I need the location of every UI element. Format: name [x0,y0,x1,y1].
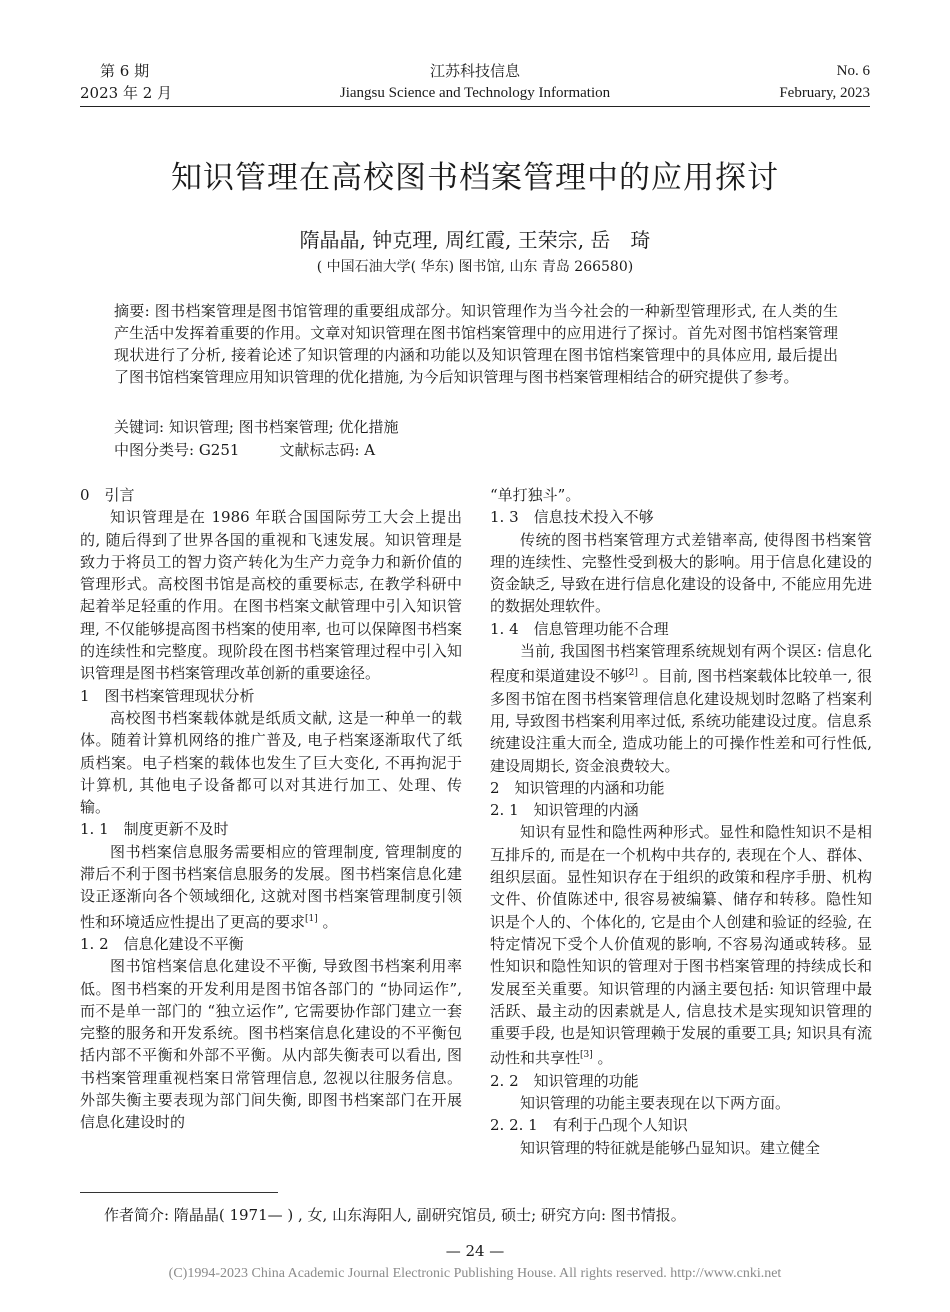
section-heading: 2 知识管理的内涵和功能 [490,778,665,797]
classification-code: 中图分类号: G251 [114,441,240,459]
citation-ref: [1] [305,913,318,924]
paragraph: 传统的图书档案管理方式差错率高, 使得图书档案管理的连续性、完整性受到极大的影响。用于信息化建设的资金缺乏, 导致在进行信息化建设的设备中, 不能应用先进的数据处理软件。 [490,530,872,616]
header-date-cn: 2023 年 2 月 [80,84,173,102]
subsection-heading: 1. 3 信息技术投入不够 [490,508,654,527]
citation-ref: [3] [580,1050,593,1061]
header-journal-cn: 江苏科技信息 [429,62,520,80]
paragraph-end: 。 [592,1049,613,1068]
header-issue-block [80,60,172,104]
subsubsection-heading: 2. 2. 1 有利于凸现个人知识 [490,1116,688,1135]
article-title: 知识管理在高校图书档案管理中的应用探讨 [171,160,779,196]
left-column [80,484,462,1134]
author-bio-footnote: 作者简介: 隋晶晶( 1971— ) , 女, 山东海阳人, 副研究馆员, 硕士; 研究方向: 图书情报。 [104,1206,686,1224]
paragraph-text: 知识有显性和隐性两种形式。显性和隐性知识不是相互排斥的, 而是在一个机构中共存的, 表现在个人、群体、组织层面。显性知识存在于组织的政策和程序手册、机构文件、价值陈述中, 很容易被编纂、储存和转移。隐性知识是个人的、个体化的, 它是由个人创建和验证的经验, 在特定情况下受个人价值观的影响, 不容易沟通或转移。显性知识和隐性知识的管理对于图书档案管理的持续成长和发展至关重要。知识管理的内涵主要包括: 知识管理中最活跃、最主动的因素就是人, 信息技术是实现知识管理的重要手段, 也是知识管理赖于发展的重要工具; 知识具有流动性和共享性 [490,823,872,1068]
paragraph-text: 。目前, 图书档案载体比较单一, 很多图书馆在图书档案管理信息化建设规划时忽略了档案利用, 导致图书档案利用率过低, 系统功能建设过度。信息系统建设注重大而全, 造成功能上的可操作性差和可行性低, 建设周期长, 资金浪费较大。 [490,667,872,775]
paragraph: 知识管理的功能主要表现在以下两方面。 [520,1094,791,1113]
paragraph: 图书馆档案信息化建设不平衡, 导致图书档案利用率低。图书档案的开发利用是图书馆各部门的 “协同运作”, 而不是单一部门的 “独立运作”, 它需要协作部门建立一套完整的服务和开发系统。图书档案信息化建设的不平衡包括内部不平衡和外部不平衡。从内部失衡表可以看出, 图书档案管理重视档案日常管理信息, 忽视以往服务信息。外部失衡主要表现为部门间失衡, 即图书档案部门在开展信息化建设时的 [80,957,462,1132]
citation-ref: [2] [625,668,638,679]
paragraph-continuation: “单打独斗”。 [490,486,581,504]
subsection-heading: 2. 2 知识管理的功能 [490,1071,639,1090]
author-affiliation: ( 中国石油大学( 华东) 图书馆, 山东 青岛 266580) [316,259,634,275]
paragraph [490,821,872,1069]
header-issue-en: No. 6 [836,63,870,79]
header-issue-cn: 第 6 期 [100,62,150,80]
copyright-watermark: (C)1994-2023 China Academic Journal Electronic Publishing House. All rights reserved. http://www.cnki.net [168,1266,782,1281]
header-journal-block [300,60,650,104]
paragraph: 知识管理是在 1986 年联合国国际劳工大会上提出的, 随后得到了世界各国的重视和飞速发展。知识管理是致力于将员工的智力资产转化为生产力竞争力和新价值的管理形式。高校图书馆是高校的重要标志, 在教学科研中起着举足轻重的作用。在图书档案文献管理中引入知识管理, 不仅能够提高图书档案的使用率, 也可以保障图书档案的连续性和完整度。现阶段在图书档案管理过程中引入知识管理是图书档案管理改革创新的重要途径。 [80,508,462,683]
classification-line [114,439,375,461]
section-heading: 0 引言 [80,486,135,504]
header-date-block [779,60,870,104]
abstract-text: 摘要: 图书档案管理是图书馆管理的重要组成部分。知识管理作为当今社会的一种新型管理形式, 在人类的生产生活中发挥着重要的作用。文章对知识管理在图书馆档案管理中的应用进行了探讨。首先对图书馆档案管理现状进行了分析, 接着论述了知识管理的内涵和功能以及知识管理在图书馆档案管理中的具体应用, 最后提出了图书馆档案管理应用知识管理的优化措施, 为今后知识管理与图书档案管理相结合的研究提供了参考。 [114,302,838,386]
subsection-heading: 1. 2 信息化建设不平衡 [80,934,244,953]
document-code: 文献标志码: A [279,441,376,459]
subsection-heading: 1. 1 制度更新不及时 [80,820,229,839]
paragraph [490,640,872,777]
section-heading: 1 图书档案管理现状分析 [80,686,255,705]
paragraph-end: 。 [317,912,338,931]
paragraph-text: 图书档案信息服务需要相应的管理制度, 管理制度的滞后不利于图书档案信息服务的发展。图书档案信息化建设正逐渐向各个领域细化, 这就对图书档案管理制度引领性和环境适应性提出了更高的要求 [80,842,462,931]
subsection-heading: 2. 1 知识管理的内涵 [490,801,639,820]
paragraph-text: 当前, 我国图书档案管理系统规划有两个误区: 信息化程度和渠道建设不够 [490,642,872,686]
header-divider [80,106,870,107]
keywords: 关键词: 知识管理; 图书档案管理; 优化措施 [114,418,399,436]
paragraph [80,841,462,933]
header-date-en: February, 2023 [779,85,870,101]
paragraph: 知识管理的特征就是能够凸显知识。建立健全 [520,1138,821,1157]
right-column [490,484,872,1159]
footnote-divider [80,1192,278,1193]
page-number: — 24 — [445,1242,505,1260]
abstract [114,300,838,388]
paragraph: 高校图书档案载体就是纸质文献, 这是一种单一的载体。随着计算机网络的推广普及, 电子档案逐渐取代了纸质档案。电子档案的载体也发生了巨大变化, 不再拘泥于计算机, 其他电子设备都可以对其进行加工、处理、传输。 [80,708,462,817]
header-journal-en: Jiangsu Science and Technology Information [339,85,611,101]
subsection-heading: 1. 4 信息管理功能不合理 [490,619,669,638]
article-authors: 隋晶晶, 钟克理, 周红霞, 王荣宗, 岳 琦 [299,228,651,252]
